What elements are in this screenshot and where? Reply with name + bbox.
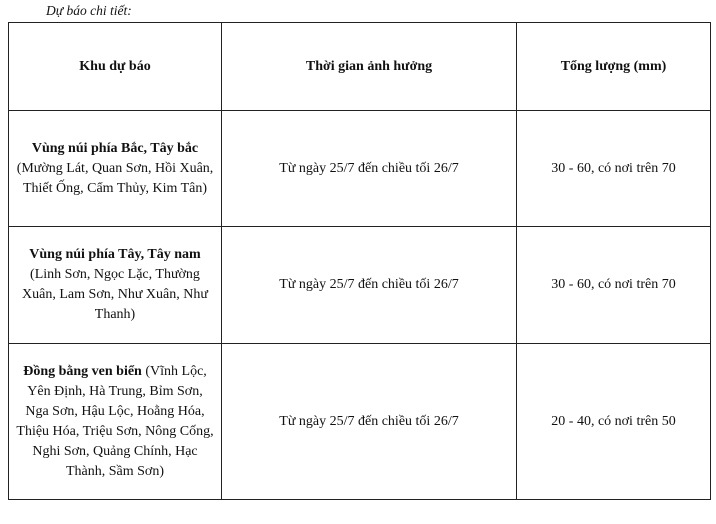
- region-cell: [9, 227, 222, 344]
- header-time: Thời gian ảnh hưởng: [222, 23, 517, 111]
- table-row: [9, 111, 711, 227]
- region-name: Vùng núi phía Tây, Tây nam: [29, 247, 201, 262]
- region-name: Đồng bằng ven biển: [23, 363, 142, 379]
- region-detail: (Vĩnh Lộc, Yên Định, Hà Trung, Bỉm Sơn, Nga Sơn, Hậu Lộc, Hoằng Hóa, Thiệu Hóa, Triệu Sơn, Nông Cống, Nghi Sơn, Quảng Chính, Hạc Thành, Sầm Sơn): [16, 363, 214, 479]
- section-caption: Dự báo chi tiết:: [46, 3, 132, 18]
- time-cell: Từ ngày 25/7 đến chiều tối 26/7: [222, 111, 517, 227]
- time-cell: Từ ngày 25/7 đến chiều tối 26/7: [222, 344, 517, 500]
- amount-cell: 30 - 60, có nơi trên 70: [517, 111, 711, 227]
- region-detail: (Linh Sơn, Ngọc Lặc, Thường Xuân, Lam Sơn, Như Xuân, Như Thanh): [22, 267, 208, 322]
- region-detail: (Mường Lát, Quan Sơn, Hồi Xuân, Thiết Ống, Cẩm Thủy, Kim Tân): [16, 160, 214, 196]
- amount-cell: 30 - 60, có nơi trên 70: [517, 227, 711, 344]
- forecast-table: [8, 22, 711, 500]
- time-cell: Từ ngày 25/7 đến chiều tối 26/7: [222, 227, 517, 344]
- region-cell: [9, 344, 222, 500]
- header-amount: Tổng lượng (mm): [517, 23, 711, 111]
- header-region: Khu dự báo: [9, 23, 222, 111]
- region-cell: [9, 111, 222, 227]
- table-row: [9, 344, 711, 500]
- table-header-row: [9, 23, 711, 111]
- amount-cell: 20 - 40, có nơi trên 50: [517, 344, 711, 500]
- region-name: Vùng núi phía Bắc, Tây bắc: [31, 140, 199, 156]
- table-row: [9, 227, 711, 344]
